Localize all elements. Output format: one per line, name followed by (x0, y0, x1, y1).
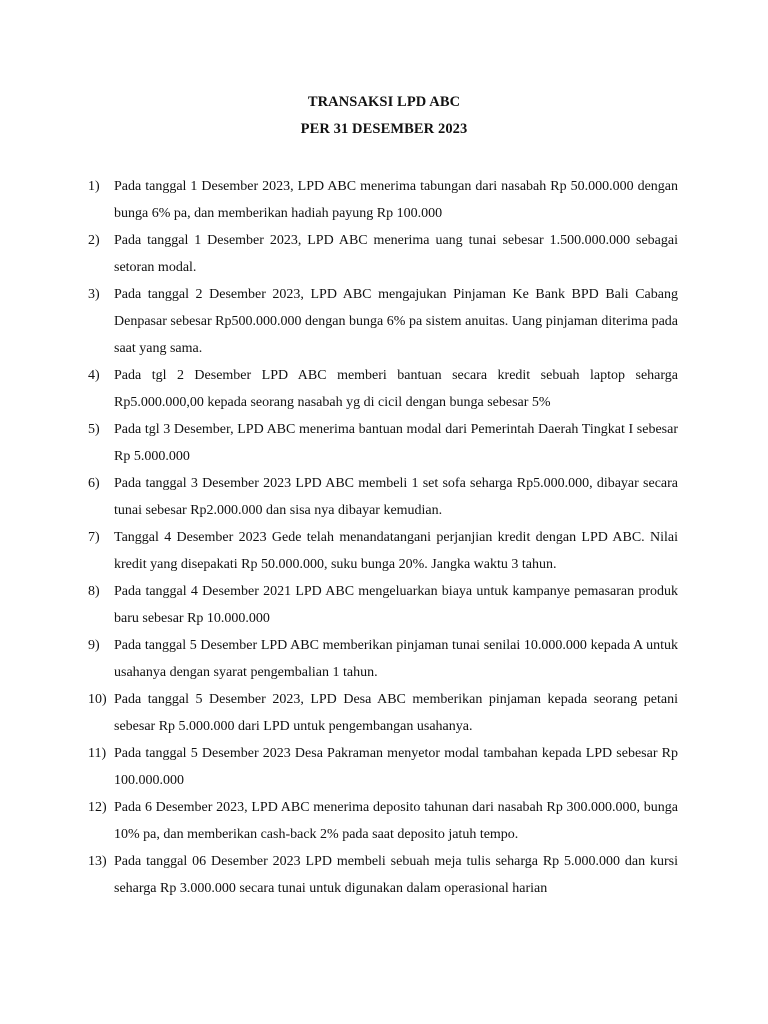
item-number: 7) (88, 530, 100, 545)
item-number: 6) (88, 476, 100, 491)
item-text: Pada tanggal 3 Desember 2023 LPD ABC membeli 1 set sofa seharga Rp5.000.000, dibayar secara tunai sebesar Rp2.000.000 dan sisa nya dibayar kemudian. (114, 476, 678, 518)
list-item (88, 281, 678, 362)
list-item (88, 632, 678, 686)
item-number: 13) (88, 854, 107, 869)
list-item (88, 686, 678, 740)
list-item (88, 848, 678, 902)
item-text: Pada tanggal 5 Desember 2023, LPD Desa ABC memberikan pinjaman kepada seorang petani sebesar Rp 5.000.000 dari LPD untuk pengembangan usahanya. (114, 692, 678, 734)
item-number: 10) (88, 692, 107, 707)
list-item (88, 578, 678, 632)
document-title: TRANSAKSI LPD ABC (307, 94, 461, 110)
item-text: Tanggal 4 Desember 2023 Gede telah menandatangani perjanjian kredit dengan LPD ABC. Nilai kredit yang disepakati Rp 50.000.000, suku bunga 20%. Jangka waktu 3 tahun. (114, 530, 678, 572)
item-text: Pada 6 Desember 2023, LPD ABC menerima deposito tahunan dari nasabah Rp 300.000.000, bunga 10% pa, dan memberikan cash-back 2% pada saat deposito jatuh tempo. (114, 800, 678, 842)
item-text: Pada tanggal 1 Desember 2023, LPD ABC menerima tabungan dari nasabah Rp 50.000.000 dengan bunga 6% pa, dan memberikan hadiah payung Rp 100.000 (114, 179, 678, 221)
item-number: 9) (88, 638, 100, 653)
item-text: Pada tanggal 5 Desember LPD ABC memberikan pinjaman tunai senilai 10.000.000 kepada A untuk usahanya dengan syarat pengembalian 1 tahun. (114, 638, 678, 680)
item-number: 11) (88, 746, 107, 761)
list-item (88, 794, 678, 848)
transaction-list (88, 173, 678, 902)
item-text: Pada tanggal 5 Desember 2023 Desa Pakraman menyetor modal tambahan kepada LPD sebesar Rp 100.000.000 (114, 746, 678, 788)
item-number: 8) (88, 584, 100, 599)
item-number: 2) (88, 233, 100, 248)
item-text: Pada tgl 3 Desember, LPD ABC menerima bantuan modal dari Pemerintah Daerah Tingkat I sebesar Rp 5.000.000 (114, 422, 678, 464)
item-text: Pada tanggal 4 Desember 2021 LPD ABC mengeluarkan biaya untuk kampanye pemasaran produk baru sebesar Rp 10.000.000 (114, 584, 678, 626)
list-item (88, 227, 678, 281)
list-item (88, 524, 678, 578)
item-text: Pada tanggal 1 Desember 2023, LPD ABC menerima uang tunai sebesar 1.500.000.000 sebagai setoran modal. (114, 233, 678, 275)
item-text: Pada tanggal 2 Desember 2023, LPD ABC mengajukan Pinjaman Ke Bank BPD Bali Cabang Denpasar sebesar Rp500.000.000 dengan bunga 6% pa sistem anuitas. Uang pinjaman diterima pada saat yang sama. (114, 287, 678, 356)
item-number: 3) (88, 287, 100, 302)
item-number: 4) (88, 368, 100, 383)
list-item (88, 173, 678, 227)
item-text: Pada tgl 2 Desember LPD ABC memberi bantuan secara kredit sebuah laptop seharga Rp5.000.000,00 kepada seorang nasabah yg di cicil dengan bunga sebesar 5% (114, 368, 678, 410)
list-item (88, 362, 678, 416)
list-item (88, 740, 678, 794)
list-item (88, 416, 678, 470)
document-subtitle: PER 31 DESEMBER 2023 (300, 121, 468, 137)
item-number: 1) (88, 179, 100, 194)
item-number: 12) (88, 800, 107, 815)
list-item (88, 470, 678, 524)
item-text: Pada tanggal 06 Desember 2023 LPD membeli sebuah meja tulis seharga Rp 5.000.000 dan kursi seharga Rp 3.000.000 secara tunai untuk digunakan dalam operasional harian (114, 854, 678, 896)
item-number: 5) (88, 422, 100, 437)
